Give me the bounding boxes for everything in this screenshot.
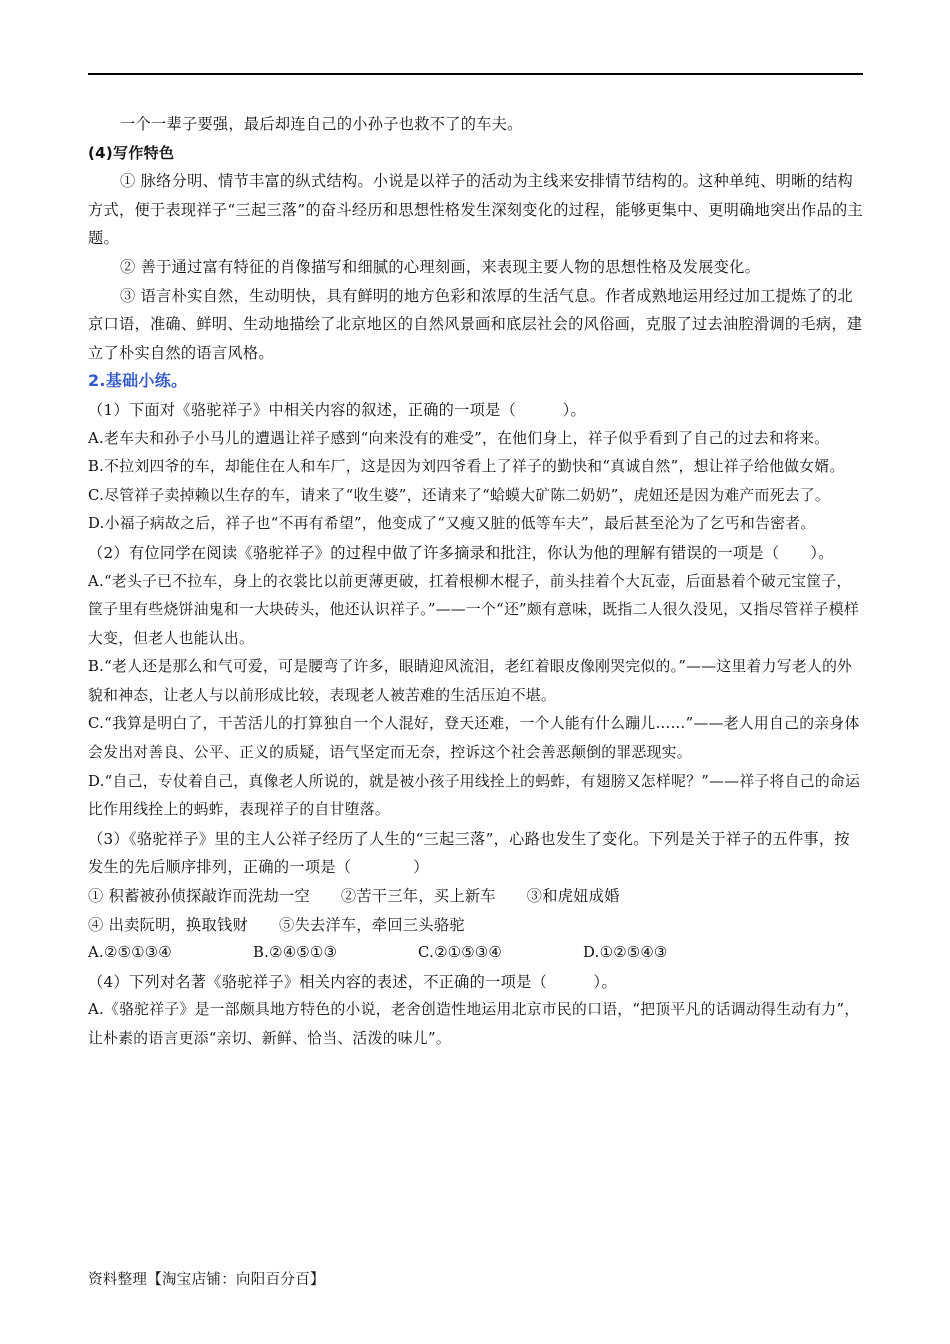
question-4-option-a: A.《骆驼祥子》是一部颇具地方特色的小说，老舍创造性地运用北京市民的口语，“把顶平凡的话调动得生动有力”，让朴素的语言更添“亲切、新鲜、恰当、活泼的味儿”。 bbox=[88, 1001, 860, 1047]
question-3: （3）《骆驼祥子》里的主人公祥子经历了人生的“三起三落”，心路也发生了变化。下列是关于祥子的五件事，按发生的先后顺序排列，正确的一项是（ ） bbox=[88, 829, 850, 877]
question-4: （4）下列对名著《骆驼祥子》相关内容的表述，不正确的一项是（ ）。 bbox=[88, 972, 617, 991]
question-2: （2）有位同学在阅读《骆驼祥子》的过程中做了许多摘录和批注，你认为他的理解有错误的一项是（ ）。 bbox=[88, 543, 834, 562]
page-footer: 资料整理【淘宝店铺：向阳百分百】 bbox=[88, 1272, 325, 1288]
question-3-events-row-1: ① 积蓄被孙侦探敲诈而洗劫一空 ②苦干三年，买上新车 ③和虎妞成婚 bbox=[88, 887, 620, 906]
question-2-option-a: A.“老头子已不拉车，身上的衣裳比以前更薄更破，扛着根柳木棍子，前头挂着个大瓦壶，后面悬着个破元宝筐子，筐子里有些烧饼油鬼和一大块砖头，他还认识祥子。”——一个“还”颇有意味，既指二人很久没见，又指尽管祥子模样大变，但老人也能认出。 bbox=[88, 572, 860, 647]
section-heading-practice: 2.基础小练。 bbox=[88, 371, 188, 391]
feature-1: ① 脉络分明、情节丰富的纵式结构。小说是以祥子的活动为主线来安排情节结构的。这种单纯、明晰的结构方式，便于表现祥子“三起三落”的奋斗经历和思想性格发生深刻变化的过程，能够更集中、更明确地突出作品的主题。 bbox=[88, 172, 864, 248]
document-body bbox=[88, 110, 863, 1054]
question-2-option-d: D.“自己，专仗着自己，真像老人所说的，就是被小孩子用线拴上的蚂蚱，有翅膀又怎样呢？”——祥子将自己的命运比作用线拴上的蚂蚱，表现祥子的自甘堕落。 bbox=[88, 772, 861, 819]
question-2-option-b: B.“老人还是那么和气可爱，可是腰弯了许多，眼睛迎风流泪，老红着眼皮像刚哭完似的。”——这里着力写老人的外貌和神态，让老人与以前形成比较，表现老人被苦难的生活压迫不堪。 bbox=[88, 658, 853, 704]
question-3-option-b: B.②④⑤①③ bbox=[253, 944, 338, 962]
question-3-option-a: A.②⑤①③④ bbox=[88, 944, 172, 962]
question-2-option-c: C.“我算是明白了，干苦活儿的打算独自一个人混好，登天还难，一个人能有什么蹦儿……”——老人用自己的亲身体会发出对善良、公平、正义的质疑，语气坚定而无奈，控诉这个社会善恶颠倒的罪恶现实。 bbox=[88, 715, 860, 762]
paragraph: 一个一辈子要强，最后却连自己的小孙子也救不了的车夫。 bbox=[120, 115, 523, 133]
question-1-option-d: D.小福子病故之后，祥子也“不再有希望”，他变成了“又瘦又脏的低等车夫”，最后甚至沦为了乞丐和告密者。 bbox=[88, 515, 816, 533]
feature-2: ② 善于通过富有特征的肖像描写和细腻的心理刻画，来表现主要人物的思想性格及发展变化。 bbox=[120, 257, 761, 276]
question-3-option-c: C.②①⑤③④ bbox=[418, 944, 502, 962]
feature-3: ③ 语言朴实自然，生动明快，具有鲜明的地方色彩和浓厚的生活气息。作者成熟地运用经过加工提炼了的北京口语，准确、鲜明、生动地描绘了北京地区的自然风景画和底层社会的风俗画，克服了过去油腔滑调的毛病，建立了朴实自然的语言风格。 bbox=[88, 286, 863, 362]
question-1-option-a: A.老车夫和孙子小马儿的遭遇让祥子感到“向来没有的难受”，在他们身上，祥子似乎看到了自己的过去和将来。 bbox=[88, 429, 830, 447]
question-1: （1）下面对《骆驼祥子》中相关内容的叙述，正确的一项是（ ）。 bbox=[88, 400, 586, 419]
section-heading-writing-features: (4)写作特色 bbox=[88, 143, 175, 162]
question-3-events-row-2: ④ 出卖阮明，换取钱财 ⑤失去洋车，牵回三头骆驼 bbox=[88, 915, 465, 934]
question-3-choices bbox=[88, 939, 863, 968]
header-rule bbox=[88, 73, 863, 75]
question-1-option-b: B.不拉刘四爷的车，却能住在人和车厂，这是因为刘四爷看上了祥子的勤快和“真诚自然”，想让祥子给他做女婿。 bbox=[88, 458, 845, 476]
question-3-option-d: D.①②⑤④③ bbox=[583, 944, 668, 962]
question-1-option-c: C.尽管祥子卖掉赖以生存的车，请来了“收生婆”，还请来了“蛤蟆大矿陈二奶奶”，虎妞还是因为难产而死去了。 bbox=[88, 486, 831, 504]
